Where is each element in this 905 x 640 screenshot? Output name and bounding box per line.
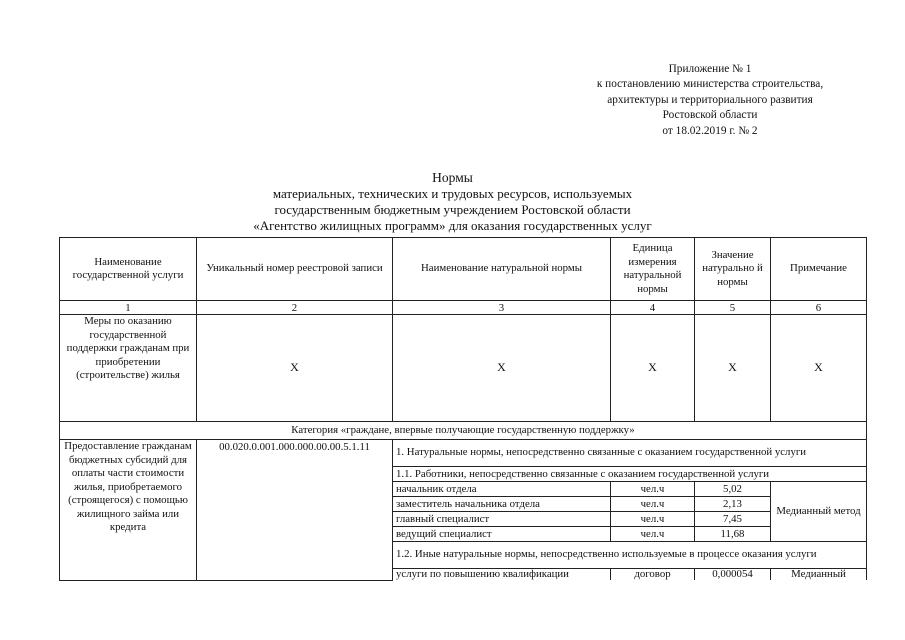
service-name: Меры по оказанию государственной поддержки гражданам при приобретении (строительстве) жилья	[60, 315, 197, 422]
category-row	[60, 422, 867, 440]
column-number: 1	[60, 301, 197, 315]
header-cell: Наименование натуральной нормы	[393, 238, 611, 301]
category-label: Категория «граждане, впервые получающие государственную поддержку»	[60, 422, 867, 440]
workers-note: Медианный метод	[771, 482, 867, 542]
x-mark: X	[197, 315, 393, 422]
worker-unit: чел.ч	[611, 512, 695, 527]
column-number: 6	[771, 301, 867, 315]
section-1-1-heading: 1.1. Работники, непосредственно связанные с оказанием государственной услуги	[393, 467, 867, 482]
column-number: 3	[393, 301, 611, 315]
title-line: материальных, технических и трудовых ресурсов, используемых	[272, 186, 633, 201]
header-cell: Уникальный номер реестровой записи	[197, 238, 393, 301]
column-number-row	[60, 301, 867, 315]
header-cell: Наименование государственной услуги	[60, 238, 197, 301]
worker-unit: чел.ч	[611, 527, 695, 542]
title-line: государственным бюджетным учреждением Ростовской области	[274, 202, 631, 217]
section-1-heading: 1. Натуральные нормы, непосредственно связанные с оказанием государственной услуги	[393, 440, 867, 467]
worker-name: ведущий специалист	[393, 527, 611, 542]
x-mark: X	[695, 315, 771, 422]
other-norm-value: 0,000054	[695, 569, 771, 581]
table-header-row	[60, 238, 867, 301]
x-mark: X	[611, 315, 695, 422]
section-1-2-heading: 1.2. Иные натуральные нормы, непосредственно используемые в процессе оказания услуги	[393, 542, 867, 569]
title-line: Нормы	[432, 170, 473, 185]
worker-value: 7,45	[695, 512, 771, 527]
other-norm-unit: договор	[611, 569, 695, 581]
other-norm-name: услуги по повышению квалификации	[393, 569, 611, 581]
appendix-line: от 18.02.2019 г. № 2	[662, 124, 758, 137]
title-line: «Агентство жилищных программ» для оказания государственных услуг	[253, 218, 652, 233]
appendix-line: к постановлению министерства строительства,	[596, 78, 824, 91]
x-mark: X	[393, 315, 611, 422]
worker-value: 5,02	[695, 482, 771, 497]
appendix-line: Приложение № 1	[668, 63, 752, 75]
worker-value: 2,13	[695, 497, 771, 512]
worker-unit: чел.ч	[611, 482, 695, 497]
worker-unit: чел.ч	[611, 497, 695, 512]
column-number: 5	[695, 301, 771, 315]
norms-table	[59, 237, 867, 581]
other-norm-note: Медианный	[771, 569, 867, 581]
section-row	[60, 440, 867, 467]
subsidy-service-name: Предоставление гражданам бюджетных субсидий для оплаты части стоимости жилья, приобретаемого (строящегося) с помощью жилищного займа или кредита	[60, 440, 197, 581]
worker-value: 11,68	[695, 527, 771, 542]
appendix-line: Ростовской области	[662, 109, 758, 122]
worker-name: главный специалист	[393, 512, 611, 527]
worker-name: начальник отдела	[393, 482, 611, 497]
column-number: 4	[611, 301, 695, 315]
worker-name: заместитель начальника отдела	[393, 497, 611, 512]
document-title	[150, 170, 755, 234]
x-mark: X	[771, 315, 867, 422]
appendix-header	[560, 62, 860, 139]
service-row	[60, 315, 867, 422]
header-cell: Единица измерения натуральной нормы	[611, 238, 695, 301]
registry-number: 00.020.0.001.000.000.00.00.5.1.11	[197, 440, 393, 581]
header-cell: Значение натурально й нормы	[695, 238, 771, 301]
appendix-line: архитектуры и территориального развития	[607, 93, 813, 106]
header-cell: Примечание	[771, 238, 867, 301]
column-number: 2	[197, 301, 393, 315]
